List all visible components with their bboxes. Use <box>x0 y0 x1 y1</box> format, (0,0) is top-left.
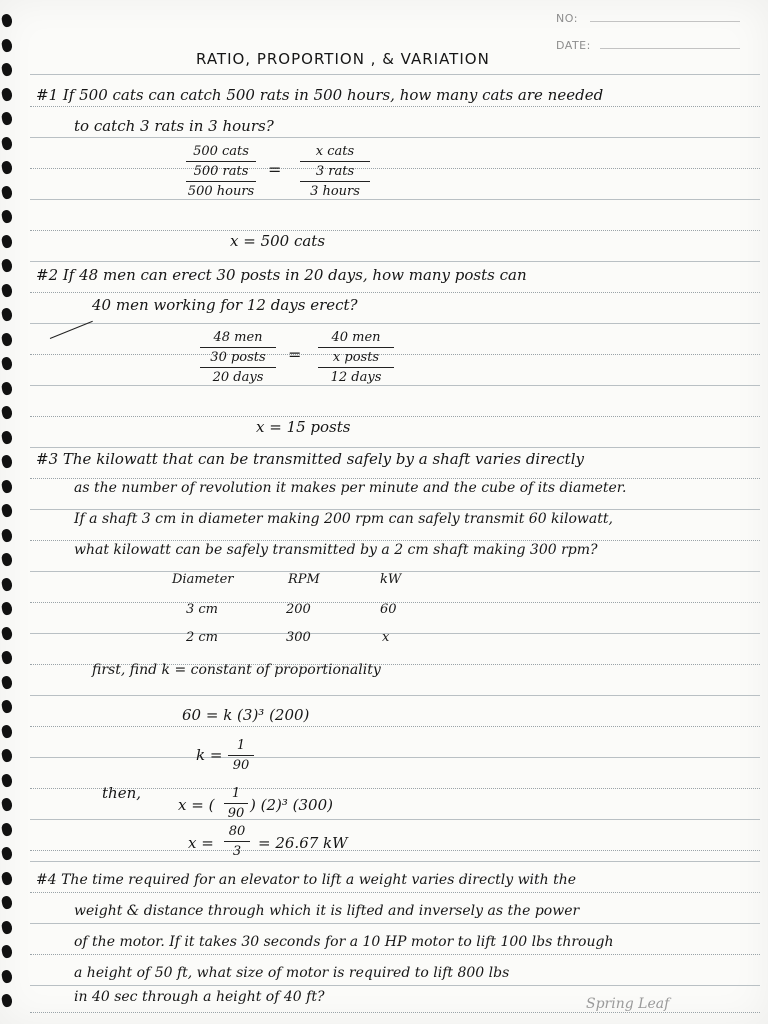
ruled-line <box>30 923 760 924</box>
frac-den: 90 <box>232 758 250 773</box>
problem2-fraction-right <box>318 330 394 385</box>
ruled-line <box>30 168 760 169</box>
frac-bar <box>300 181 370 182</box>
spiral-hole <box>1 577 13 592</box>
ruled-line <box>30 385 760 386</box>
spiral-binding <box>0 0 26 1024</box>
spiral-hole <box>1 381 13 396</box>
frac-top: 48 men <box>213 330 263 345</box>
table-header-diameter: Diameter <box>172 572 234 587</box>
problem3-then-label: then, <box>102 784 141 802</box>
ruled-line <box>30 850 760 851</box>
problem4-line3: of the motor. If it takes 30 seconds for a 10 HP motor to lift 100 lbs through <box>74 934 614 950</box>
problem1-answer: x = 500 cats <box>230 232 326 250</box>
problem3-eq3-lhs: x = ( <box>178 796 215 814</box>
frac-bar <box>224 803 248 804</box>
spiral-hole <box>1 871 13 886</box>
spiral-hole <box>1 920 13 935</box>
frac-num: 80 <box>228 824 246 839</box>
problem3-eq2-lhs: k = <box>196 746 223 764</box>
spiral-hole <box>1 185 13 200</box>
ruled-line <box>30 819 760 820</box>
frac-bottom: 3 hours <box>310 184 360 199</box>
table-header-kw: kW <box>380 572 402 587</box>
page-title: RATIO, PROPORTION , & VARIATION <box>196 50 490 68</box>
frac-bar <box>186 181 256 182</box>
date-label: DATE: <box>556 39 591 52</box>
frac-bar <box>318 347 394 348</box>
ruled-line <box>30 478 760 479</box>
frac-mid: x posts <box>332 350 380 365</box>
no-label: NO: <box>556 12 578 25</box>
ruled-line <box>30 106 760 107</box>
spiral-hole <box>1 650 13 665</box>
problem3-eq1: 60 = k (3)³ (200) <box>182 706 310 724</box>
spiral-hole <box>1 405 13 420</box>
ruled-line <box>30 447 760 448</box>
spiral-hole <box>1 969 13 984</box>
problem3-eq4-fraction <box>224 824 250 859</box>
frac-bar <box>228 755 254 756</box>
spiral-hole <box>1 503 13 518</box>
ruled-line <box>30 892 760 893</box>
problem1-equals: = <box>268 160 282 179</box>
frac-den: 90 <box>227 806 245 821</box>
frac-bottom: 20 days <box>212 370 264 385</box>
problem4-line4: a height of 50 ft, what size of motor is required to lift 800 lbs <box>74 965 510 981</box>
table-cell: 60 <box>380 602 397 617</box>
no-blank <box>590 21 740 22</box>
spiral-hole <box>1 748 13 763</box>
ruled-line <box>30 230 760 231</box>
problem1-line2: to catch 3 rats in 3 hours? <box>74 117 274 135</box>
table-cell: 300 <box>286 630 311 645</box>
frac-bottom: 12 days <box>330 370 382 385</box>
brand-logo: Spring Leaf <box>586 996 670 1012</box>
problem3-line4: what kilowatt can be safely transmitted by a 2 cm shaft making 300 rpm? <box>74 542 598 558</box>
spiral-hole <box>1 87 13 102</box>
spiral-hole <box>1 62 13 77</box>
ruled-line <box>30 954 760 955</box>
problem3-step1: first, find k = constant of proportionality <box>92 662 381 678</box>
date-field <box>556 39 591 52</box>
ruled-line <box>30 416 760 417</box>
table-cell: 200 <box>286 602 311 617</box>
ruled-line <box>30 985 760 986</box>
problem3-line1: #3 The kilowatt that can be transmitted safely by a shaft varies directly <box>36 450 584 468</box>
spiral-hole <box>1 993 13 1008</box>
spiral-hole <box>1 13 13 28</box>
spiral-hole <box>1 626 13 641</box>
problem2-line1: #2 If 48 men can erect 30 posts in 20 days, how many posts can <box>36 266 527 284</box>
table-header-rpm: RPM <box>288 572 320 587</box>
problem3-eq3-rhs: ) (2)³ (300) <box>250 796 333 814</box>
frac-bar <box>200 347 276 348</box>
spiral-hole <box>1 332 13 347</box>
spiral-hole <box>1 724 13 739</box>
spiral-hole <box>1 552 13 567</box>
spiral-hole <box>1 528 13 543</box>
frac-num: 1 <box>231 786 241 801</box>
table-cell: 2 cm <box>186 630 219 645</box>
spiral-hole <box>1 675 13 690</box>
spiral-hole <box>1 136 13 151</box>
spiral-hole <box>1 797 13 812</box>
problem4-line1: #4 The time required for an elevator to lift a weight varies directly with the <box>36 872 577 888</box>
spiral-hole <box>1 38 13 53</box>
ruled-line <box>30 695 760 696</box>
problem3-line3: If a shaft 3 cm in diameter making 200 rpm can safely transmit 60 kilowatt, <box>74 511 613 527</box>
frac-bar <box>318 367 394 368</box>
problem4-line2: weight & distance through which it is lifted and inversely as the power <box>74 903 580 919</box>
frac-num: 1 <box>236 738 246 753</box>
frac-bottom: 500 hours <box>187 184 255 199</box>
spiral-hole <box>1 822 13 837</box>
problem1-fraction-right <box>300 144 370 199</box>
problem3-eq4-rhs: = 26.67 kW <box>258 834 348 852</box>
spiral-hole <box>1 479 13 494</box>
frac-bar <box>200 367 276 368</box>
spiral-hole <box>1 356 13 371</box>
ruled-line <box>30 199 760 200</box>
spiral-hole <box>1 895 13 910</box>
ruled-line <box>30 633 760 634</box>
spiral-hole <box>1 283 13 298</box>
frac-bar <box>300 161 370 162</box>
ruled-line <box>30 261 760 262</box>
spiral-hole <box>1 699 13 714</box>
frac-den: 3 <box>232 844 242 859</box>
frac-mid: 3 rats <box>315 164 355 179</box>
problem3-eq3-fraction <box>224 786 248 821</box>
ruled-line <box>30 540 760 541</box>
table-cell: x <box>382 630 390 645</box>
spiral-hole <box>1 258 13 273</box>
spiral-hole <box>1 307 13 322</box>
problem3-eq2-fraction <box>228 738 254 773</box>
spiral-hole <box>1 430 13 445</box>
spiral-hole <box>1 601 13 616</box>
ruled-line <box>30 137 760 138</box>
no-field <box>556 12 578 25</box>
ruled-line <box>30 757 760 758</box>
problem2-equals: = <box>288 345 302 364</box>
frac-mid: 500 rats <box>193 164 249 179</box>
problem3-eq4-lhs: x = <box>188 834 214 852</box>
frac-top: 40 men <box>331 330 381 345</box>
date-blank <box>600 48 740 49</box>
ruled-line <box>30 861 760 862</box>
ruled-line <box>30 509 760 510</box>
ruled-line <box>30 354 760 355</box>
frac-top: 500 cats <box>193 144 249 159</box>
spiral-hole <box>1 234 13 249</box>
ruled-line <box>30 74 760 75</box>
frac-bar <box>224 841 250 842</box>
spiral-hole <box>1 111 13 126</box>
spiral-hole <box>1 944 13 959</box>
problem2-fraction-left <box>200 330 276 385</box>
spiral-hole <box>1 160 13 175</box>
problem2-line2: 40 men working for 12 days erect? <box>92 296 358 314</box>
ruled-line <box>30 292 760 293</box>
spiral-hole <box>1 209 13 224</box>
frac-mid: 30 posts <box>210 350 266 365</box>
spiral-hole <box>1 773 13 788</box>
frac-bar <box>186 161 256 162</box>
ruled-line <box>30 323 760 324</box>
problem3-line2: as the number of revolution it makes per minute and the cube of its diameter. <box>74 480 627 496</box>
spiral-hole <box>1 454 13 469</box>
problem1-fraction-left <box>186 144 256 199</box>
problem2-answer: x = 15 posts <box>256 418 351 436</box>
problem1-line1: #1 If 500 cats can catch 500 rats in 500 hours, how many cats are needed <box>36 86 604 104</box>
problem4-line5: in 40 sec through a height of 40 ft? <box>74 989 325 1005</box>
pen-stroke <box>50 321 93 339</box>
spiral-hole <box>1 846 13 861</box>
ruled-line <box>30 1012 760 1013</box>
frac-top: x cats <box>315 144 355 159</box>
table-cell: 3 cm <box>186 602 219 617</box>
ruled-line <box>30 726 760 727</box>
